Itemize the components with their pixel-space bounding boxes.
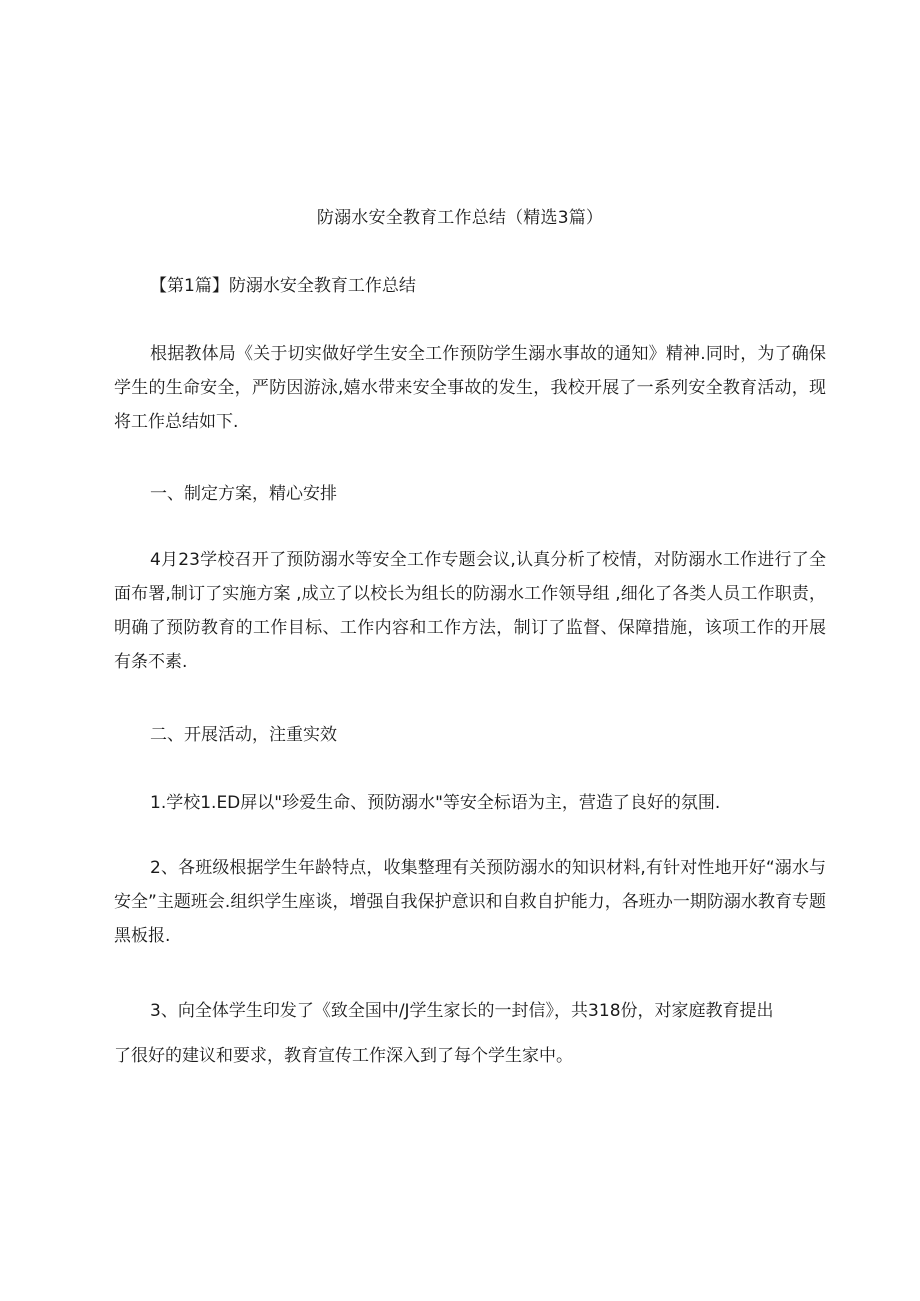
section2-heading: 二、开展活动，注重实效 (150, 725, 337, 745)
section1-paragraph: 4月23学校召开了预防溺水等安全工作专题会议,认真分析了校情，对防溺水工作进行了全面布署,制订了实施方案 ,成立了以校长为组长的防溺水工作领导组 ,细化了各类人员工作职责，明确了预防教育的工作目标、工作内容和工作方法，制订了监督、保障措施，该项工作的开展有条不素. (114, 550, 826, 672)
section1-heading: 一、制定方案，精心安排 (150, 484, 337, 504)
intro-paragraph: 根据教体局《关于切实做好学生安全工作预防学生溺水事故的通知》精神.同时，为了确保学生的生命安全，严防因游泳,嬉水带来安全事故的发生，我校开展了一系列安全教育活动，现将工作总结如下. (114, 344, 826, 432)
item1-paragraph: 1.学校1.ED屏以"珍爱生命、预防溺水"等安全标语为主，营造了良好的氛围. (150, 793, 721, 813)
item3-line-1: 3、向全体学生印发了《致全国中/J学生家长的一封信》，共318份，对家庭教育提出 (150, 1001, 774, 1021)
item3-line-2: 了很好的建议和要求，教育宣传工作深入到了每个学生家中。 (114, 1046, 573, 1066)
document-title: 防溺水安全教育工作总结（精选3篇） (316, 208, 604, 228)
part1-heading: 【第1篇】防溺水安全教育工作总结 (150, 276, 416, 296)
item2-paragraph: 2、各班级根据学生年龄特点，收集整理有关预防溺水的知识材料,有针对性地开好“溺水与安全”主题班会.组织学生座谈，增强自我保护意识和自救自护能力，各班办一期防溺水教育专题黑板报. (114, 858, 826, 946)
